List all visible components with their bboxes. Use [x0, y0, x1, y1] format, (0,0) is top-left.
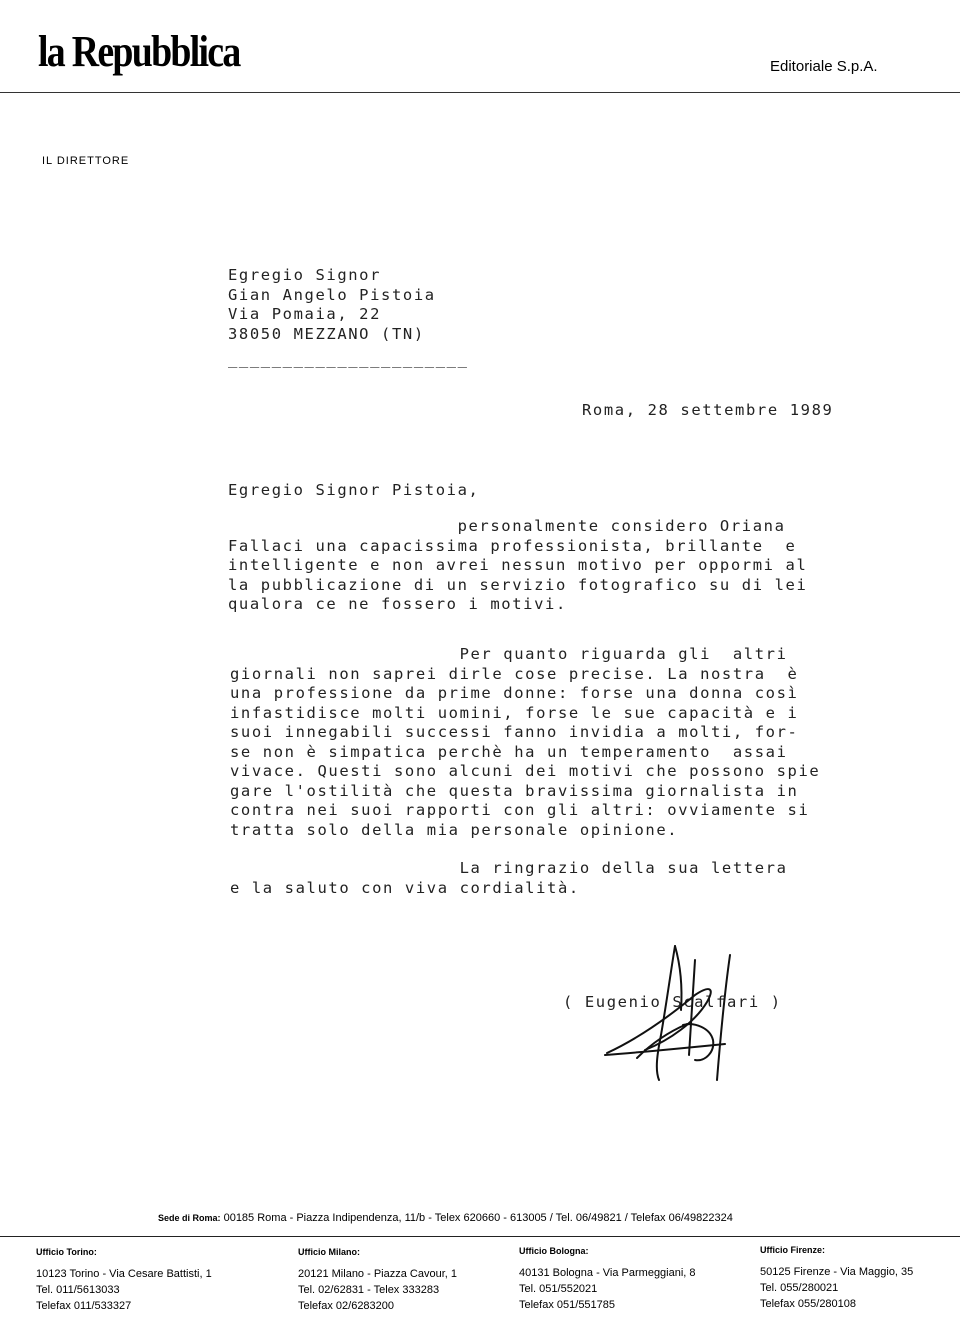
text-line: la pubblicazione di un servizio fotografico su di lei — [228, 575, 808, 594]
text-line: giornali non saprei dirle cose precise. La nostra è — [230, 664, 799, 683]
office-bologna — [519, 1243, 696, 1313]
director-label: IL DIRETTORE — [42, 155, 130, 167]
office-milano — [298, 1244, 457, 1314]
text-line: Fallaci una capacissima professionista, brillante e — [228, 536, 797, 555]
office-heading: Ufficio Torino: — [36, 1247, 97, 1257]
recipient-line: Gian Angelo Pistoia — [228, 285, 436, 304]
office-fax: Telefax 055/280108 — [760, 1298, 857, 1310]
salutation: Egregio Signor Pistoia, — [228, 481, 480, 499]
office-tel: Tel. 02/62831 - Telex 333283 — [298, 1284, 440, 1296]
text-line: intelligente e non avrei nessun motivo per oppormi al — [228, 556, 808, 574]
address-underline: ______________________ — [228, 350, 469, 368]
office-address: 40131 Bologna - Via Parmeggiani, 8 — [519, 1267, 696, 1279]
handwritten-signature — [575, 940, 755, 1090]
publisher-name: Editoriale S.p.A. — [770, 58, 878, 75]
typed-signature-name: ( Eugenio Scalfari ) — [563, 993, 782, 1011]
footer-headquarters — [158, 1212, 733, 1224]
sede-text: 00185 Roma - Piazza Indipendenza, 11/b - Telex 620660 - 613005 / Tel. 06/49821 / Telefax 06/49822324 — [223, 1212, 733, 1224]
letter-date: Roma, 28 settembre 1989 — [582, 401, 834, 419]
office-fax: Telefax 011/533327 — [36, 1300, 132, 1312]
sede-label: Sede di Roma: — [158, 1213, 221, 1223]
text-line: se non è simpatica perchè ha un temperamento assai — [230, 742, 788, 761]
recipient-line: Egregio Signor — [228, 266, 382, 284]
office-address: 10123 Torino - Via Cesare Battisti, 1 — [36, 1268, 212, 1280]
office-tel: Tel. 011/5613033 — [36, 1284, 120, 1296]
paragraph-1 — [228, 517, 807, 615]
office-heading: Ufficio Bologna: — [519, 1246, 589, 1256]
office-address: 50125 Firenze - Via Maggio, 35 — [760, 1266, 914, 1278]
office-torino — [36, 1244, 212, 1314]
paragraph-3 — [230, 859, 788, 898]
text-line: infastidisce molti uomini, forse le sue capacità e i — [230, 703, 799, 722]
office-address: 20121 Milano - Piazza Cavour, 1 — [298, 1268, 457, 1280]
office-tel: Tel. 055/280021 — [760, 1282, 839, 1294]
recipient-line: Via Pomaia, 22 — [228, 305, 382, 323]
office-fax: Telefax 051/551785 — [519, 1299, 616, 1311]
text-line: suoi innegabili successi fanno invidia a molti, for- — [230, 723, 799, 741]
text-line: e la saluto con viva cordialità. — [230, 878, 580, 897]
footer-divider — [0, 1236, 960, 1237]
text-line: La ringrazio della sua lettera — [230, 859, 788, 877]
text-line: contra nei suoi rapporti con gli altri: ovviamente si — [230, 801, 810, 819]
office-heading: Ufficio Milano: — [298, 1247, 360, 1257]
office-tel: Tel. 051/552021 — [519, 1283, 598, 1295]
office-fax: Telefax 02/6283200 — [298, 1300, 395, 1312]
recipient-line: 38050 MEZZANO (TN) — [228, 324, 425, 343]
office-heading: Ufficio Firenze: — [760, 1245, 826, 1255]
text-line: una professione da prime donne: forse una donna così — [230, 684, 799, 702]
text-line: vivace. Questi sono alcuni dei motivi che possono spie — [230, 762, 821, 780]
header-divider — [0, 92, 960, 93]
text-line: Per quanto riguarda gli altri — [230, 645, 788, 663]
recipient-address — [228, 266, 436, 344]
office-firenze — [760, 1242, 913, 1312]
text-line: qualora ce ne fossero i motivi. — [228, 595, 567, 613]
text-line: personalmente considero Oriana — [228, 517, 786, 535]
paragraph-2 — [230, 645, 820, 840]
text-line: gare l'ostilità che questa bravissima giornalista in — [230, 781, 799, 800]
masthead-logo: la Repubblica — [38, 27, 240, 76]
text-line: tratta solo della mia personale opinione. — [230, 820, 679, 839]
